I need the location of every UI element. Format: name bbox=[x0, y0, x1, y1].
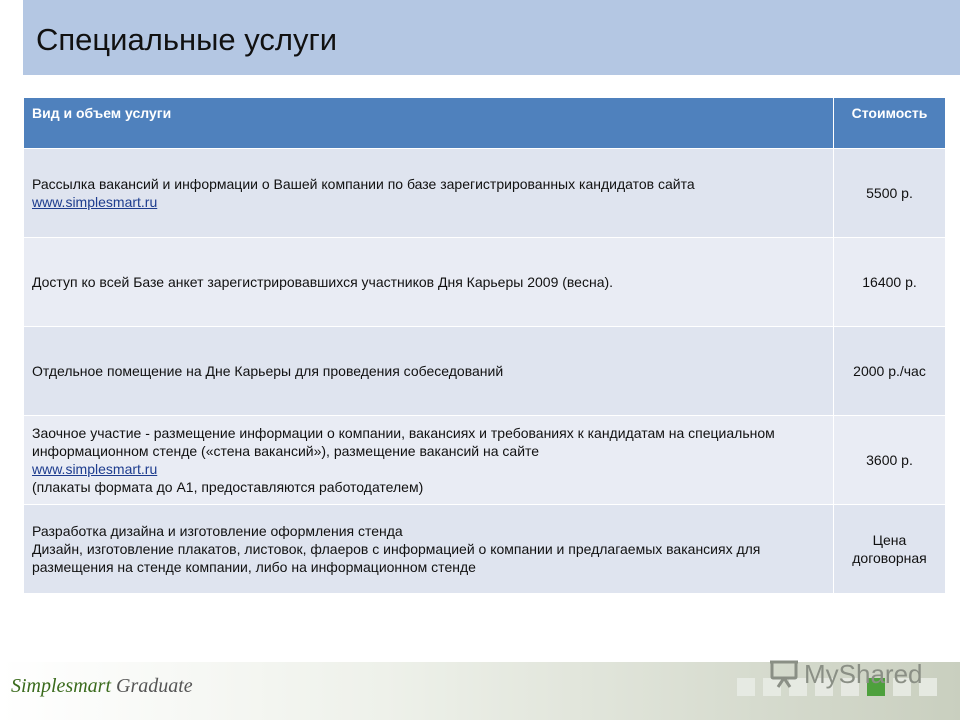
brand-name: Simplesmart bbox=[11, 675, 111, 697]
price-line: Цена bbox=[872, 532, 907, 548]
table-header-row bbox=[24, 98, 946, 149]
brand-logo bbox=[11, 675, 193, 698]
brand-subtitle: Graduate bbox=[116, 675, 193, 697]
price-cell: 5500 р. bbox=[834, 149, 946, 238]
services-table bbox=[23, 97, 946, 594]
table-row bbox=[24, 416, 946, 505]
service-cell bbox=[24, 505, 834, 594]
watermark bbox=[768, 654, 928, 694]
presentation-board-icon bbox=[768, 658, 800, 690]
service-note: (плакаты формата до А1, предоставляются работодателем) bbox=[32, 479, 424, 495]
price-cell: 3600 р. bbox=[834, 416, 946, 505]
table-row bbox=[24, 327, 946, 416]
service-cell bbox=[24, 416, 834, 505]
page-title: Специальные услуги bbox=[36, 22, 338, 57]
service-description: Рассылка вакансий и информации о Вашей компании по базе зарегистрированных кандидатов сайта bbox=[32, 176, 695, 192]
watermark-text: MyShared bbox=[804, 658, 923, 689]
table-row bbox=[24, 149, 946, 238]
simplesmart-link[interactable]: www.simplesmart.ru bbox=[32, 461, 158, 477]
square-decoration bbox=[737, 678, 755, 696]
price-line: договорная bbox=[852, 550, 927, 566]
service-description: Дизайн, изготовление плакатов, листовок, флаеров с информацией о компании и предлагаемых вакансиях для размещения на стенде компании, либо на информационном стенде bbox=[32, 541, 761, 575]
service-cell bbox=[24, 149, 834, 238]
simplesmart-link[interactable]: www.simplesmart.ru bbox=[32, 194, 158, 210]
service-description: Отдельное помещение на Дне Карьеры для проведения собеседований bbox=[32, 363, 504, 379]
service-cell bbox=[24, 238, 834, 327]
table-row bbox=[24, 238, 946, 327]
price-cell: 2000 р./час bbox=[834, 327, 946, 416]
price-cell: 16400 р. bbox=[834, 238, 946, 327]
price-cell bbox=[834, 505, 946, 594]
column-header-price: Стоимость bbox=[834, 98, 946, 149]
service-description: Заочное участие - размещение информации о компании, вакансиях и требованиях к кандидатам на специальном информационном стенде («стена вакансий»), размещение вакансий на сайте bbox=[32, 425, 775, 459]
service-description-title: Разработка дизайна и изготовление оформления стенда bbox=[32, 523, 403, 539]
table-row bbox=[24, 505, 946, 594]
footer bbox=[0, 658, 960, 720]
title-bar bbox=[23, 0, 960, 75]
column-header-service: Вид и объем услуги bbox=[24, 98, 834, 149]
service-cell bbox=[24, 327, 834, 416]
service-description: Доступ ко всей Базе анкет зарегистрировавшихся участников Дня Карьеры 2009 (весна). bbox=[32, 274, 614, 290]
